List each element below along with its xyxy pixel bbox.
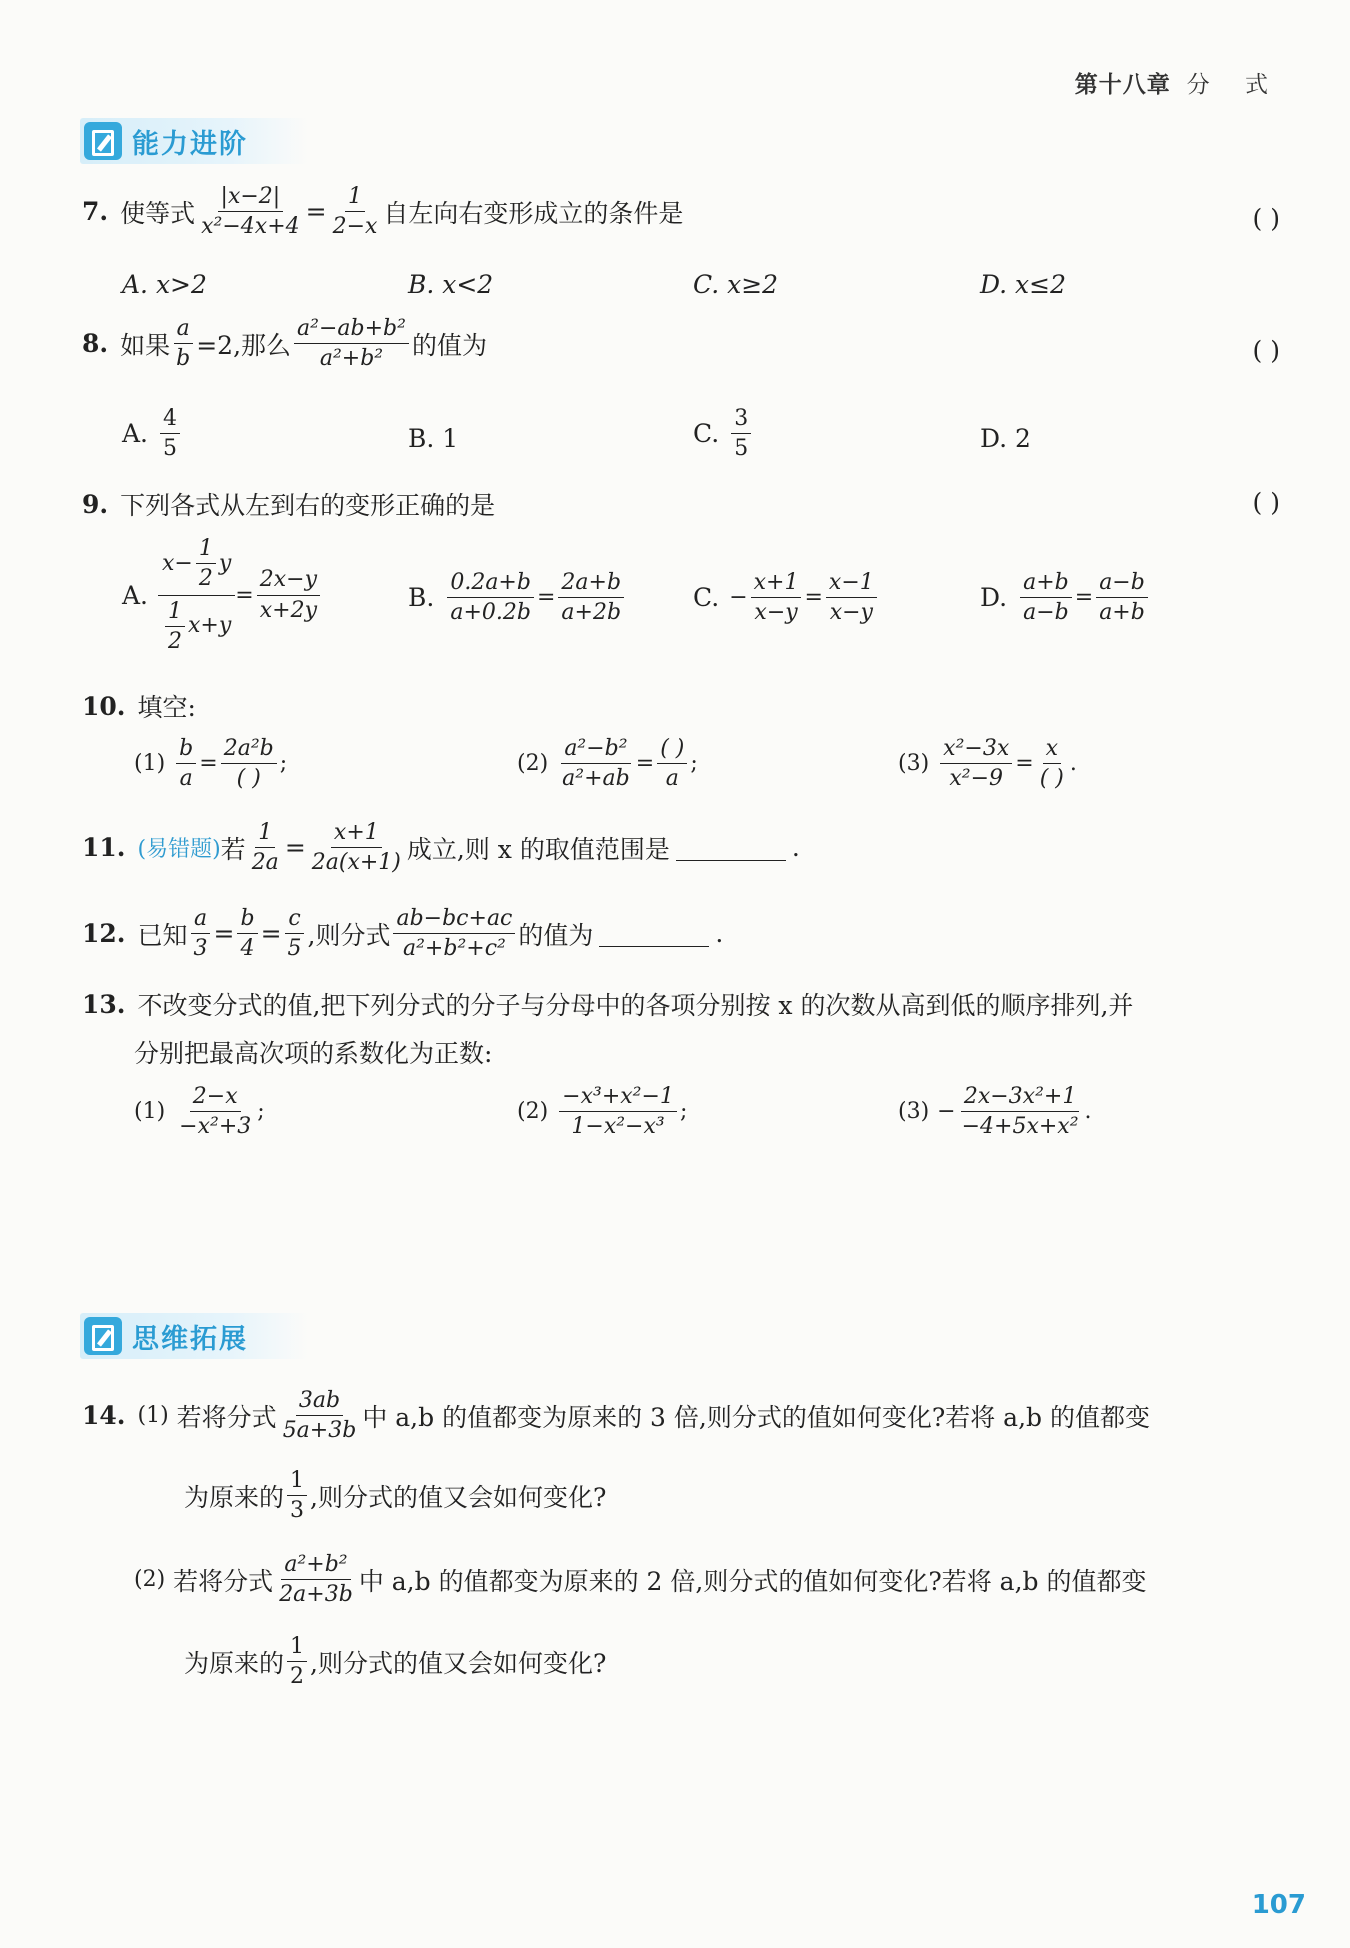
- part-1: [134, 1084, 265, 1140]
- punctuation: ;: [257, 1099, 265, 1125]
- fraction: [257, 567, 320, 623]
- numerator: 1: [287, 1468, 307, 1496]
- part-3: [898, 1084, 1092, 1140]
- question-14-part-1: [82, 1388, 1150, 1444]
- fraction: [160, 406, 180, 462]
- numerator: 1: [165, 599, 185, 627]
- option-label: C.: [693, 583, 720, 613]
- fraction: [330, 184, 381, 240]
- part-label: (2): [517, 751, 549, 777]
- option-label: D.: [980, 583, 1008, 613]
- fraction: [276, 1552, 356, 1608]
- fraction: [176, 1084, 254, 1140]
- numerator: ab−bc+ac: [393, 906, 515, 934]
- numerator: 1: [255, 820, 275, 848]
- question-number: 11.: [82, 833, 126, 863]
- error-prone-tag: (易错题): [137, 837, 221, 863]
- denominator: 2a: [251, 850, 279, 876]
- question-12: 12. 已知 $\frac{a}{3}$ = $\frac{b}{4}$ = $\frac{c}{5}$ ,则分式 $\frac{ab-bc+ac}{\text{a²+b²+c²}}$ 的值为 .: [82, 906, 724, 962]
- numerator: b: [176, 736, 196, 764]
- question-text: 填空:: [137, 693, 196, 722]
- denominator: a+b: [1099, 600, 1145, 626]
- question-text: 为原来的: [184, 1648, 285, 1678]
- question-text: 若将分式: [173, 1566, 274, 1596]
- fraction: [309, 820, 404, 876]
- question-number: 9.: [82, 489, 109, 519]
- section-title: 能力进阶: [132, 128, 248, 160]
- numerator: x²−3x: [940, 736, 1012, 764]
- equals-sign: =: [536, 585, 556, 611]
- option-label: C.: [693, 419, 720, 449]
- question-text: 如果: [120, 330, 171, 360]
- part-label: (3): [898, 751, 930, 777]
- question-text: ,则分式的值又会如何变化?: [310, 1482, 607, 1512]
- fraction: [173, 316, 193, 372]
- question-text: 中 a,b 的值都变为原来的 2 倍,则分式的值如何变化?若将 a,b 的值都变: [358, 1566, 1147, 1596]
- option-d: D. 2: [980, 424, 1031, 453]
- question-number: 13.: [82, 989, 126, 1019]
- question-text: ,则分式的值又会如何变化?: [310, 1648, 607, 1678]
- denominator: 3: [290, 1498, 305, 1524]
- denominator: a−b: [1023, 600, 1069, 626]
- part-label: (3): [898, 1099, 930, 1125]
- answer-parentheses: ( ): [1252, 204, 1280, 233]
- term: x+y: [188, 613, 232, 639]
- punctuation: .: [1069, 751, 1077, 777]
- numerator: a²+b²: [281, 1552, 350, 1580]
- numerator: 3ab: [296, 1388, 343, 1416]
- denominator: a²+b²: [319, 346, 384, 372]
- denominator: a+2b: [561, 600, 622, 626]
- fraction: [237, 906, 257, 962]
- question-text: 成立,则 x 的取值范围是: [406, 834, 670, 864]
- option-d: D. x≤2: [980, 270, 1066, 299]
- question-8: [82, 316, 487, 372]
- option-b: B. 1: [408, 424, 459, 453]
- equals-sign: =: [235, 582, 254, 608]
- pencil-note-icon: [84, 1317, 122, 1355]
- punctuation: .: [1084, 1099, 1092, 1125]
- question-text: =2,那么: [196, 330, 292, 360]
- denominator: x−y: [754, 600, 798, 626]
- minus-sign: −: [937, 1099, 956, 1125]
- numerator: 2−x: [190, 1084, 241, 1112]
- question-text: 若将分式: [176, 1402, 277, 1432]
- option-a: [122, 536, 323, 654]
- numerator: 1: [345, 184, 365, 212]
- fraction: [1020, 570, 1072, 626]
- fraction: [393, 906, 515, 962]
- term: x−: [162, 550, 193, 576]
- fraction: [751, 570, 802, 626]
- blank-part-1: (1) $\frac{b}{a}$ = $\frac{\text{2a²b}}{( )}$ ;: [134, 736, 288, 792]
- term: y: [218, 550, 232, 576]
- fraction-with-blank[interactable]: [657, 736, 687, 792]
- numerator: a²−b²: [561, 736, 630, 764]
- answer-blank[interactable]: [599, 920, 709, 947]
- denominator: 2−x: [332, 214, 378, 240]
- question-text: 下列各式从左到右的变形正确的是: [120, 491, 496, 520]
- fraction: [198, 184, 303, 240]
- blank-part-3: (3) $\frac{\text{x²−3x}}{\text{x²−9}}$ = $\frac{x}{( )}$ .: [898, 736, 1077, 792]
- blank-part-2: (2) $\frac{\text{a²−b²}}{\text{a²+ab}}$ = $\frac{( )}{a}$ ;: [517, 736, 698, 792]
- part-label: (1): [134, 751, 166, 777]
- denominator: x−y: [829, 600, 873, 626]
- option-b: B. x<2: [408, 270, 494, 299]
- question-14-part-1-continued: [184, 1468, 606, 1524]
- page-number: 107: [1251, 1890, 1306, 1920]
- numerator: [158, 536, 235, 596]
- fraction: [287, 1468, 307, 1524]
- fraction-with-blank[interactable]: [221, 736, 277, 792]
- question-text: 若: [220, 834, 246, 864]
- denominator: [158, 596, 235, 655]
- part-label: (2): [517, 1099, 549, 1125]
- part-label: (1): [137, 1403, 169, 1429]
- denominator: a²+b²+c²: [403, 936, 506, 962]
- blank-denominator[interactable]: ( ): [236, 766, 261, 792]
- denominator: a²+ab: [562, 766, 630, 792]
- denominator: 2a(x+1): [311, 850, 401, 876]
- numerator: a²−ab+b²: [294, 316, 409, 344]
- numerator: 1: [287, 1634, 307, 1662]
- question-text-continued: 分别把最高次项的系数化为正数:: [134, 1039, 493, 1068]
- question-10: [82, 688, 196, 724]
- numerator: 1: [196, 536, 216, 564]
- option-label: A.: [122, 419, 149, 449]
- numerator: x: [1043, 736, 1061, 764]
- fraction: [559, 736, 633, 792]
- fraction-with-blank[interactable]: [1037, 736, 1067, 792]
- fraction: [196, 536, 216, 592]
- question-number: 7.: [82, 197, 109, 227]
- numerator: 2a²b: [221, 736, 277, 764]
- numerator: a+b: [1020, 570, 1072, 598]
- question-text: 为原来的: [184, 1482, 285, 1512]
- blank-numerator[interactable]: ( ): [657, 736, 687, 764]
- question-text: 已知: [137, 920, 188, 950]
- numerator: x−1: [826, 570, 877, 598]
- question-13: [82, 986, 1133, 1022]
- option-c: [693, 570, 880, 626]
- part-label: (1): [134, 1099, 166, 1125]
- denominator: 4: [240, 936, 255, 962]
- question-number: 8.: [82, 329, 109, 359]
- fraction: [191, 906, 211, 962]
- denominator: 2a+3b: [279, 1582, 353, 1608]
- fraction: [176, 736, 196, 792]
- question-text: 自左向右变形成立的条件是: [383, 198, 684, 228]
- pencil-note-icon: [84, 122, 122, 160]
- question-14-part-2: [134, 1552, 1146, 1608]
- equals-sign: =: [305, 197, 327, 227]
- question-text: 不改变分式的值,把下列分式的分子与分母中的各项分别按 x 的次数从高到低的顺序排列,并: [137, 991, 1134, 1020]
- equals-sign: =: [1074, 585, 1094, 611]
- fraction: [249, 820, 282, 876]
- denominator: 2: [290, 1664, 305, 1690]
- question-text: 中 a,b 的值都变为原来的 3 倍,则分式的值如何变化?若将 a,b 的值都变: [362, 1402, 1150, 1432]
- complex-fraction: [158, 536, 235, 654]
- option-d: [980, 570, 1151, 626]
- option-label: B.: [408, 583, 435, 613]
- part-label: (2): [134, 1567, 166, 1593]
- punctuation: ;: [690, 751, 698, 777]
- numerator: 2a+b: [558, 570, 624, 598]
- question-14-part-2-continued: [184, 1634, 606, 1690]
- numerator: a: [191, 906, 210, 934]
- numerator: 2x−3x²+1: [961, 1084, 1080, 1112]
- numerator: 0.2a+b: [447, 570, 534, 598]
- fraction: [826, 570, 877, 626]
- denominator: 2: [168, 628, 183, 654]
- punctuation: ;: [279, 751, 288, 777]
- denominator: x²−4x+4: [201, 214, 300, 240]
- question-11: 11. (易错题) 若 $\frac{1}{2a}$ = $\frac{x+1}{2a(x+1)}$ 成立,则 x 的取值范围是 .: [82, 820, 800, 876]
- denominator: 1−x²−x³: [571, 1114, 665, 1140]
- chapter-header: [1075, 66, 1282, 99]
- section-title: 思维拓展: [132, 1323, 248, 1355]
- question-text: 使等式: [120, 198, 196, 228]
- fraction: [447, 570, 534, 626]
- question-number: 14.: [82, 1401, 126, 1431]
- question-number: 10.: [82, 691, 126, 721]
- denominator: x²−9: [949, 766, 1004, 792]
- fraction: [559, 1084, 677, 1140]
- denominator: b: [176, 346, 191, 372]
- denominator: x+2y: [259, 597, 318, 623]
- question-text: 的值为: [411, 330, 487, 360]
- option-c: [693, 406, 754, 462]
- numerator: x+1: [331, 820, 382, 848]
- numerator: −x³+x²−1: [559, 1084, 677, 1112]
- punctuation: .: [715, 919, 724, 949]
- numerator: 4: [160, 406, 180, 434]
- answer-parentheses: ( ): [1252, 488, 1280, 517]
- denominator: 5: [163, 436, 178, 462]
- fraction: [558, 570, 624, 626]
- question-number: 12.: [82, 919, 126, 949]
- fraction: [165, 599, 185, 655]
- punctuation: .: [791, 833, 800, 863]
- chapter-label: 第十八章: [1074, 72, 1171, 98]
- numerator: c: [285, 906, 303, 934]
- answer-parentheses: ( ): [1252, 336, 1280, 365]
- denominator: a: [665, 766, 679, 792]
- blank-denominator[interactable]: ( ): [1039, 766, 1064, 792]
- fraction: [294, 316, 409, 372]
- denominator: a: [179, 766, 193, 792]
- denominator: −x²+3: [179, 1114, 252, 1140]
- question-text: ,则分式: [307, 920, 391, 950]
- numerator: |x−2|: [218, 184, 284, 212]
- option-a: [122, 406, 183, 462]
- fraction: [959, 1084, 1082, 1140]
- option-a: A. x>2: [122, 270, 207, 299]
- numerator: 2x−y: [257, 567, 320, 595]
- fraction: [280, 1388, 360, 1444]
- denominator: 5: [287, 936, 302, 962]
- denominator: −4+5x+x²: [961, 1114, 1079, 1140]
- punctuation: ;: [679, 1099, 688, 1125]
- minus-sign: −: [729, 585, 748, 611]
- denominator: a+0.2b: [450, 600, 531, 626]
- chapter-title: 分 式: [1186, 72, 1282, 98]
- denominator: 5: [734, 436, 749, 462]
- numerator: b: [237, 906, 257, 934]
- question-9: [82, 486, 495, 522]
- numerator: 3: [731, 406, 751, 434]
- fraction: [940, 736, 1012, 792]
- fraction: [1096, 570, 1148, 626]
- option-b: [408, 570, 627, 626]
- section-heading-thinking: [80, 1313, 308, 1359]
- part-2: [517, 1084, 687, 1140]
- denominator: 5a+3b: [282, 1418, 357, 1444]
- option-c: C. x≥2: [693, 270, 779, 299]
- numerator: x+1: [751, 570, 802, 598]
- fraction: [285, 906, 305, 962]
- numerator: a: [174, 316, 193, 344]
- question-7: [82, 184, 683, 240]
- question-text: 的值为: [518, 920, 594, 950]
- fraction: [731, 406, 751, 462]
- fraction: [287, 1634, 307, 1690]
- denominator: 2: [198, 566, 213, 592]
- option-label: A.: [122, 580, 149, 610]
- section-heading-ability: [80, 118, 308, 164]
- equals-sign: =: [804, 585, 823, 611]
- denominator: 3: [193, 936, 208, 962]
- numerator: a−b: [1096, 570, 1148, 598]
- answer-blank[interactable]: [676, 834, 786, 861]
